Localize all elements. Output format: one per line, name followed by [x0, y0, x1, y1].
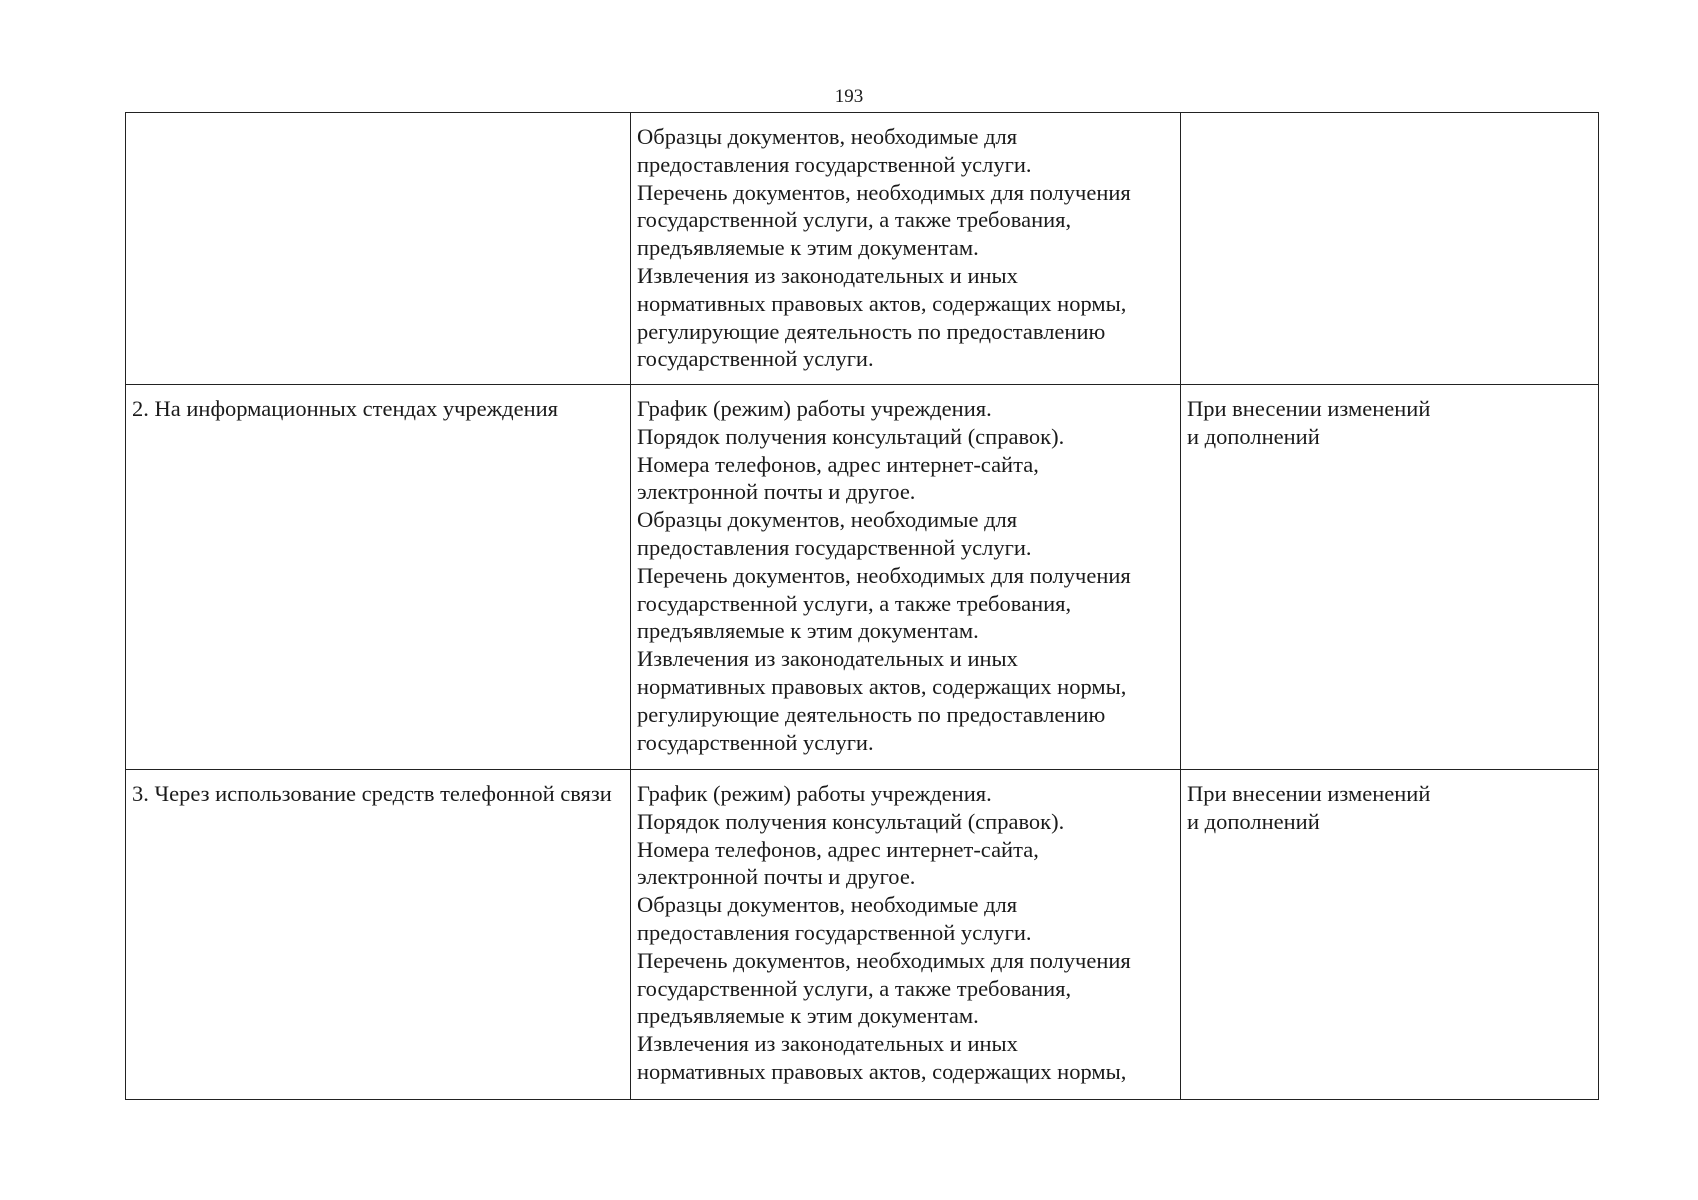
content-line: График (режим) работы учреждения.: [637, 781, 992, 806]
content-line: Порядок получения консультаций (справок).: [637, 808, 1065, 834]
content-line: Перечень документов, необходимых для получения: [637, 947, 1131, 973]
content-line: Образцы документов, необходимые для: [637, 507, 1018, 533]
content-line: государственной услуги, а также требования,: [637, 975, 1072, 1001]
table-row: [126, 770, 1599, 1100]
content-line: предъявляемые к этим документам.: [637, 618, 979, 644]
content-line: Извлечения из законодательных и иных: [637, 262, 1018, 288]
table-body: [126, 113, 1599, 1100]
content-line: Номера телефонов, адрес интернет-сайта,: [637, 836, 1039, 862]
update-line: и дополнений: [1187, 808, 1320, 834]
content-cell: [631, 770, 1181, 1100]
content-line: предоставления государственной услуги.: [637, 534, 1032, 560]
content-line: Образцы документов, необходимые для: [637, 124, 1018, 149]
channel-text: 3. Через использование средств телефонной связи: [132, 781, 612, 806]
update-line: При внесении изменений: [1187, 396, 1431, 421]
content-line: Перечень документов, необходимых для получения: [637, 179, 1131, 205]
channel-cell: [126, 113, 631, 385]
content-cell: [631, 113, 1181, 385]
update-cell: [1181, 385, 1599, 770]
content-line: электронной почты и другое.: [637, 479, 916, 505]
content-line: предоставления государственной услуги.: [637, 919, 1032, 945]
content-line: нормативных правовых актов, содержащих нормы,: [637, 1058, 1127, 1084]
update-line: и дополнений: [1187, 423, 1320, 449]
information-table: [125, 112, 1599, 1100]
content-line: предъявляемые к этим документам.: [637, 1003, 979, 1029]
content-line: Образцы документов, необходимые для: [637, 892, 1018, 918]
content-line: государственной услуги, а также требования,: [637, 207, 1072, 233]
update-line: При внесении изменений: [1187, 781, 1431, 806]
content-line: нормативных правовых актов, содержащих нормы,: [637, 290, 1127, 316]
content-line: Порядок получения консультаций (справок).: [637, 423, 1065, 449]
content-line: Перечень документов, необходимых для получения: [637, 562, 1131, 588]
content-line: электронной почты и другое.: [637, 864, 916, 890]
content-line: График (режим) работы учреждения.: [637, 396, 992, 421]
content-line: регулирующие деятельность по предоставлению: [637, 318, 1106, 344]
content-line: предъявляемые к этим документам.: [637, 235, 979, 261]
channel-cell: [126, 770, 631, 1100]
content-line: Номера телефонов, адрес интернет-сайта,: [637, 451, 1039, 477]
content-line: Извлечения из законодательных и иных: [637, 1031, 1018, 1057]
content-line: регулирующие деятельность по предоставлению: [637, 701, 1106, 727]
page-number: 193: [834, 86, 864, 107]
channel-text: 2. На информационных стендах учреждения: [132, 396, 559, 421]
channel-cell: [126, 385, 631, 770]
content-line: Извлечения из законодательных и иных: [637, 646, 1018, 672]
table-row: [126, 385, 1599, 770]
content-cell: [631, 385, 1181, 770]
content-line: предоставления государственной услуги.: [637, 151, 1032, 177]
content-line: государственной услуги.: [637, 729, 874, 755]
update-cell: [1181, 770, 1599, 1100]
update-cell: [1181, 113, 1599, 385]
content-line: государственной услуги, а также требования,: [637, 590, 1072, 616]
content-line: нормативных правовых актов, содержащих нормы,: [637, 673, 1127, 699]
content-line: государственной услуги.: [637, 346, 874, 372]
table-row: [126, 113, 1599, 385]
